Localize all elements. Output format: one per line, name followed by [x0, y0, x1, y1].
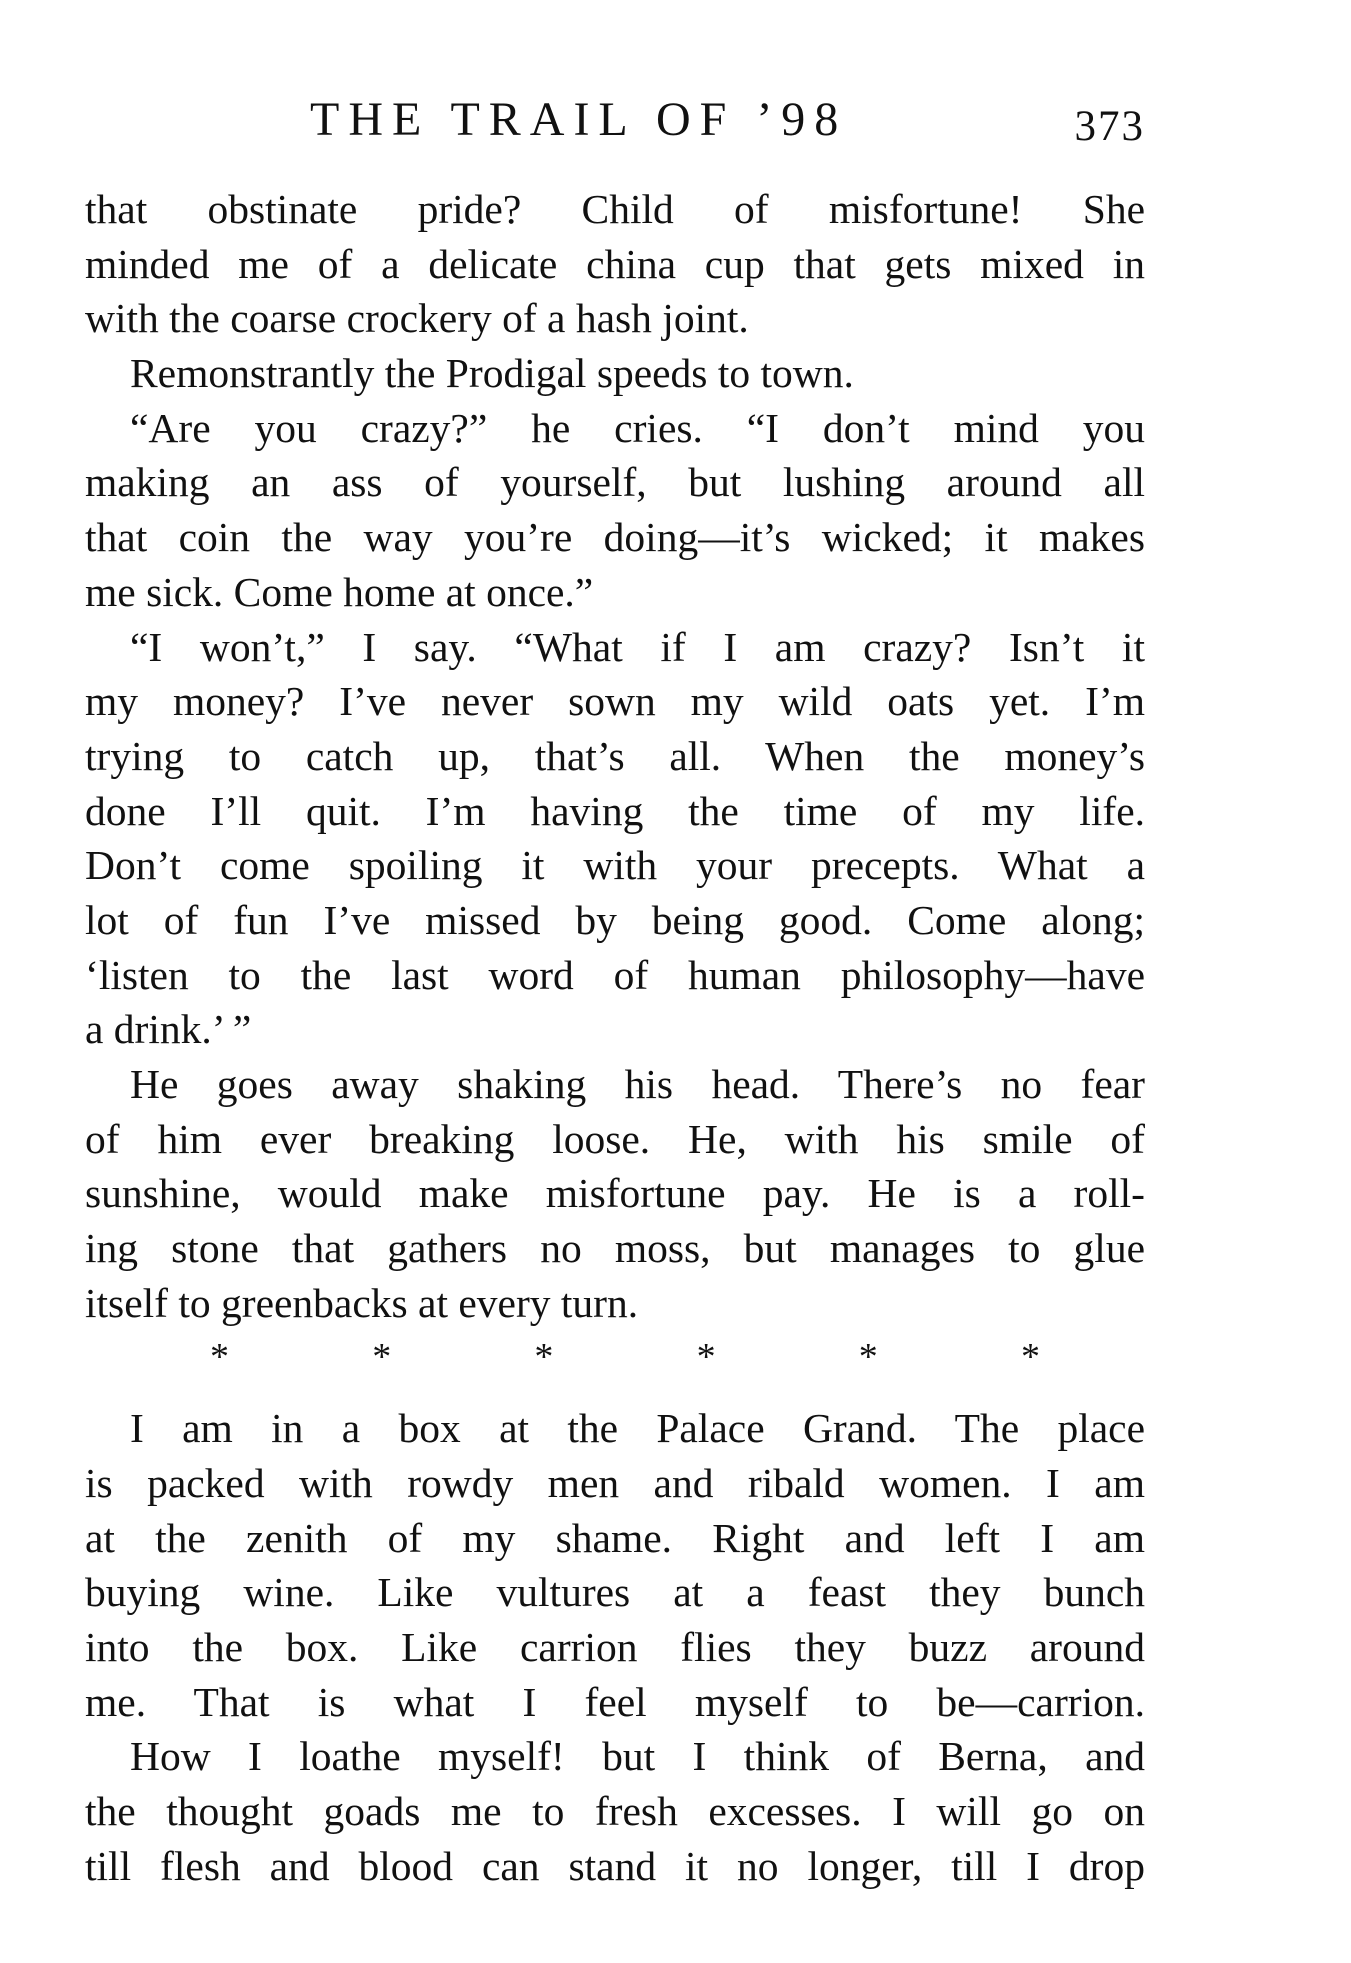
text-line: Don’t come spoiling it with your precepts. What a — [85, 842, 1145, 889]
text-line: “Are you crazy?” he cries. “I don’t mind you — [130, 404, 1145, 451]
text-line: ‘listen to the last word of human philosophy—have — [85, 951, 1145, 998]
text-line: done I’ll quit. I’m having the time of my life. — [85, 787, 1145, 834]
paragraph — [85, 1401, 1145, 1729]
asterisk: * — [372, 1336, 392, 1379]
text-line: I am in a box at the Palace Grand. The place — [130, 1405, 1145, 1452]
asterisk: * — [858, 1336, 878, 1379]
text-line: the thought goads me to fresh excesses. I will go on — [85, 1787, 1145, 1834]
text-line: my money? I’ve never sown my wild oats yet. I’m — [85, 678, 1145, 725]
text-line: into the box. Like carrion flies they buzz around — [85, 1623, 1145, 1670]
running-title: THE TRAIL OF ’98 — [310, 93, 848, 146]
asterisk: * — [1020, 1336, 1040, 1379]
section-break — [210, 1330, 1040, 1385]
asterisk: * — [534, 1336, 554, 1379]
text-line: ing stone that gathers no moss, but manages to glue — [85, 1225, 1145, 1272]
text-line: me. That is what I feel myself to be—carrion. — [85, 1678, 1145, 1725]
asterisk: * — [210, 1336, 229, 1379]
text-line: He goes away shaking his head. There’s no fear — [130, 1061, 1145, 1107]
page-header — [85, 92, 1145, 152]
paragraph — [85, 620, 1145, 1058]
text-line: itself to greenbacks at every turn. — [85, 1279, 639, 1326]
text-line: till flesh and blood can stand it no longer, till I drop — [85, 1842, 1145, 1889]
text-line: lot of fun I’ve missed by being good. Come along; — [85, 896, 1145, 943]
asterisk: * — [696, 1336, 716, 1379]
text-line: a drink.’ ” — [85, 1006, 252, 1053]
text-line: making an ass of yourself, but lushing around all — [85, 459, 1145, 506]
text-line: minded me of a delicate china cup that gets mixed in — [85, 240, 1145, 287]
body-text — [85, 182, 1145, 1893]
paragraph — [85, 1729, 1145, 1893]
text-line: that obstinate pride? Child of misfortune! She — [85, 186, 1145, 232]
text-line: Remonstrantly the Prodigal speeds to town. — [130, 350, 854, 397]
text-line: that coin the way you’re doing—it’s wicked; it makes — [85, 514, 1145, 561]
text-line: sunshine, would make misfortune pay. He is a roll- — [85, 1170, 1145, 1217]
text-line: “I won’t,” I say. “What if I am crazy? Isn’t it — [130, 623, 1145, 670]
paragraph — [85, 346, 1145, 401]
text-line: me sick. Come home at once.” — [85, 568, 594, 615]
paragraph — [85, 1057, 1145, 1330]
text-line: How I loathe myself! but I think of Berna, and — [130, 1733, 1145, 1780]
text-line: is packed with rowdy men and ribald women. I am — [85, 1459, 1145, 1506]
text-line: trying to catch up, that’s all. When the money’s — [85, 732, 1145, 779]
page-number: 373 — [1074, 103, 1145, 150]
paragraph — [85, 182, 1145, 346]
paragraph — [85, 401, 1145, 620]
text-line: buying wine. Like vultures at a feast they bunch — [85, 1569, 1145, 1616]
text-line: with the coarse crockery of a hash joint. — [85, 295, 749, 342]
text-line: at the zenith of my shame. Right and left I am — [85, 1514, 1145, 1561]
text-line: of him ever breaking loose. He, with his smile of — [85, 1115, 1145, 1162]
